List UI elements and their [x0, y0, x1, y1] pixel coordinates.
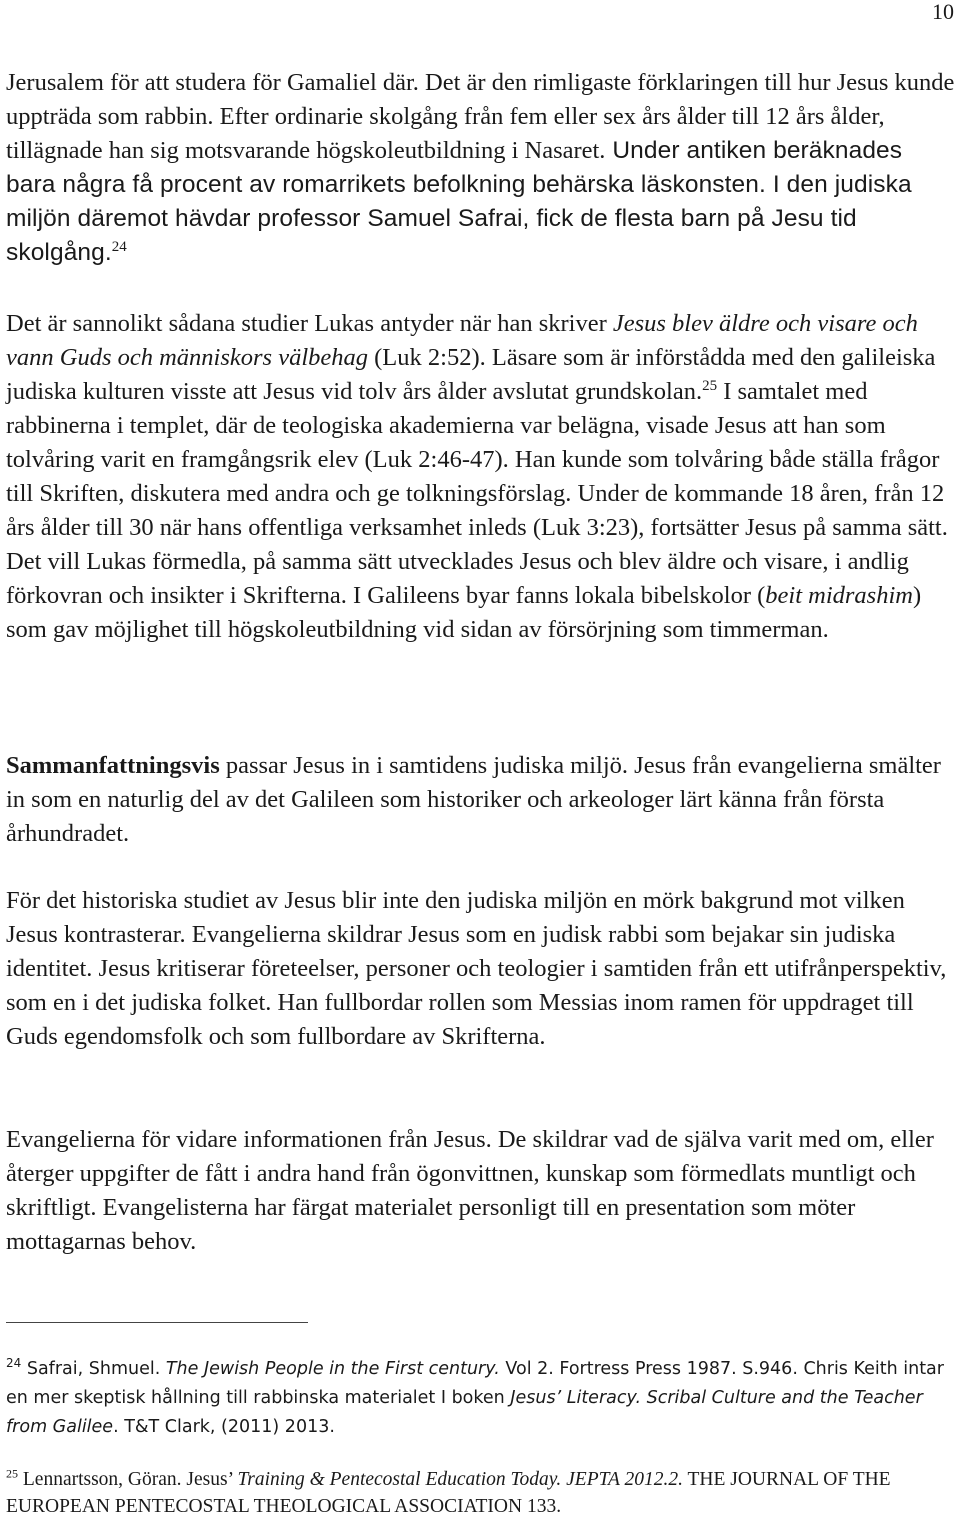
paragraph-3 [6, 749, 956, 851]
footnote-24-number: 24 [6, 1356, 22, 1371]
footnote-25-text-b: THE JOURNAL OF THE EUROPEAN PENTECOSTAL THEOLOGICAL ASSOCIATION 133. [6, 1469, 891, 1517]
paragraph-2-quote: Jesus blev äldre och visare och vann Guds och människors välbehag [6, 310, 918, 371]
paragraph-2-term: beit midrashim [765, 582, 913, 609]
paragraph-2-text-d: ) som gav möjlighet till högskoleutbildning vid sidan av försörjning som timmerman. [6, 582, 922, 643]
paragraph-4 [6, 884, 956, 1054]
footnote-separator [6, 1322, 308, 1323]
paragraph-2 [6, 307, 956, 647]
paragraph-5-text: Evangelierna för vidare informationen från Jesus. De skildrar vad de själva varit med om, eller återger uppgifter de fått i andra hand från ögonvittnen, kunskap som förmedlats muntligt och skriftligt. Evangelisterna har färgat materialet personligt till en presentation som möter mottagarnas behov. [6, 1126, 934, 1255]
paragraph-1-text-b: Under antiken beräknades bara några få procent av romarrikets befolkning behärska läskonsten. I den judiska miljön däremot hävdar professor Samuel Safrai, fick de flesta barn på Jesu tid skolgång. [6, 137, 912, 266]
footnote-24-title-b: Jesus’ Literacy. Scribal Culture and the Teacher from Galilee [6, 1388, 923, 1437]
page-number: 10 [932, 0, 954, 24]
footnote-25 [6, 1466, 954, 1520]
footnote-25-number: 25 [6, 1466, 18, 1481]
paragraph-4-text: För det historiska studiet av Jesus blir inte den judiska miljön en mörk bakgrund mot vilken Jesus kontrasterar. Evangelierna skildrar Jesus som en judisk rabbi som bejakar sin judiska identitet. Jesus kritiserar företeelser, personer och teologier i samtiden från ett utifrånperspektiv, som en i det judiska folket. Han fullbordar rollen som Messias inom ramen för uppdraget till Guds egendomsfolk och som fullbordare av Skrifterna. [6, 887, 947, 1050]
paragraph-3-bold-lead: Sammanfattningsvis [6, 752, 220, 779]
footnote-25-text-a: Lennartsson, Göran. Jesus’ [18, 1469, 238, 1490]
footnote-24-title-a: The Jewish People in the First century. [165, 1359, 500, 1379]
footnote-ref-25[interactable]: 25 [702, 377, 718, 394]
paragraph-3-text: passar Jesus in i samtidens judiska miljö. Jesus från evangelierna smälter in som en naturlig del av det Galileen som historiker och arkeologer lärt känna från första århundradet. [6, 752, 941, 847]
paragraph-5 [6, 1123, 956, 1259]
footnote-25-title: Training & Pentecostal Education Today. JEPTA 2012.2. [237, 1469, 683, 1490]
footnote-24-text-c: . T&T Clark, (2011) 2013. [113, 1417, 335, 1437]
paragraph-2-text-c: I samtalet med rabbinerna i templet, där de teologiska akademierna var belägna, visade Jesus att han som tolvåring varit en framgångsrik elev (Luk 2:46-47). Han kunde som tolvåring både ställa frågor till Skriften, diskutera med andra och ge tolkningsförslag. Under de kommande 18 åren, från 12 års ålder till 30 när hans offentliga verksamhet inleds (Luk 3:23), fortsätter Jesus på samma sätt. Det vill Lukas förmedla, på samma sätt utvecklades Jesus och blev äldre och visare, i andlig förkovran och insikter i Skrifterna. I Galileens byar fanns lokala bibelskolor ( [6, 378, 948, 609]
paragraph-2-text-b: (Luk 2:52). Läsare som är införstådda med den galileiska judiska kulturen visste att Jesus vid tolv års ålder avslutat grundskolan. [6, 344, 936, 405]
footnote-24 [6, 1355, 954, 1442]
paragraph-1 [6, 66, 956, 270]
footnote-ref-24[interactable]: 24 [111, 238, 127, 255]
paragraph-1-text-a: Jerusalem för att studera för Gamaliel där. Det är den rimligaste förklaringen till hur Jesus kunde uppträda som rabbin. Efter ordinarie skolgång från fem eller sex års ålder till 12 års ålder, tillägnade han sig motsvarande högskoleutbildning i Nasaret. [6, 69, 955, 164]
footnote-24-text-a: Safrai, Shmuel. [21, 1359, 166, 1379]
paragraph-2-text-a: Det är sannolikt sådana studier Lukas antyder när han skriver [6, 310, 613, 337]
footnote-24-text-b: Vol 2. Fortress Press 1987. S.946. Chris Keith intar en mer skeptisk hållning till rabbinska materialet I boken [6, 1359, 944, 1408]
